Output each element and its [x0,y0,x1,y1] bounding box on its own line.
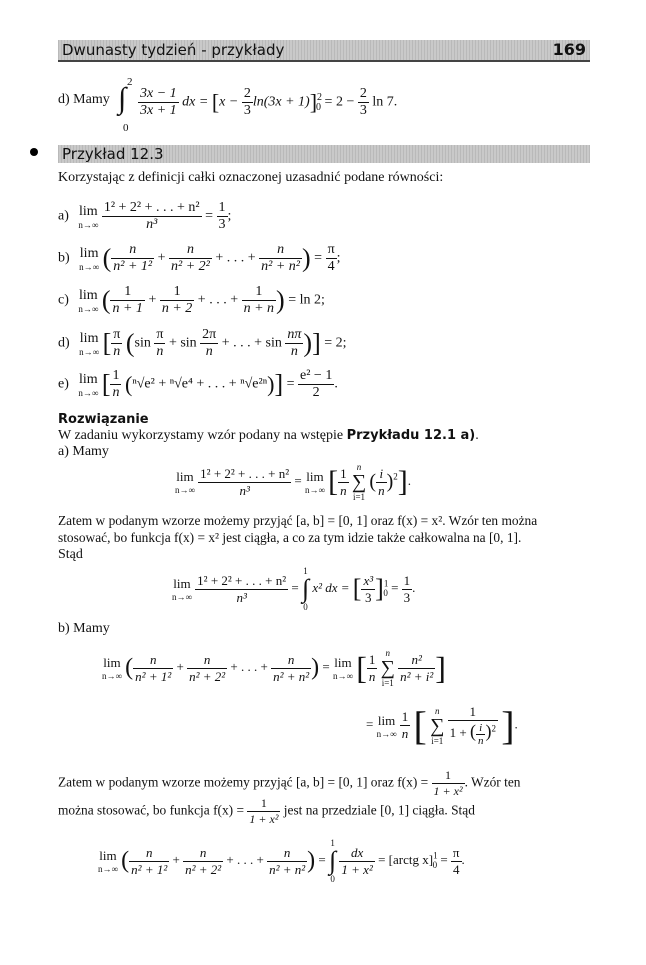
integral-sign-icon: ∫ [118,82,127,115]
a-text2: stosować, bo funkcja f(x) = x² jest ciągła, a co za tym idzie także całkowalna na [0, 1]. [58,530,522,545]
a-eq1: lim n→∞ $\frac{\text{1² + 2² + . . . + n²}}{\text{n³}}$ = lim n→∞ [ $\frac{1}{n}$ n ∑ i=1 ( $\frac{i}{n}$ )$^2$]. [175,462,411,502]
example-title: Przykład 12.3 [62,145,164,163]
int-lower: 0 [123,122,129,134]
solution-heading: Rozwiązanie [58,412,149,427]
a-mamy: a) Mamy [58,444,109,459]
chapter-title: Dwunasty tydzień - przykłady [62,41,285,59]
example-intro: Korzystając z definicji całki oznaczonej uzasadnić podane równości: [58,170,444,185]
b-text1: Zatem w podanym wzorze możemy przyjąć [a, b] = [0, 1] oraz f(x) = $\frac{1}{\text{1 + x²}}$ . Wzór ten [58,768,521,798]
b-final: lim n→∞ ( $\frac{n}{\text{n² + 1²}}$ + $\frac{n}{\text{n² + 2²}}$ + . . . + $\frac{n}{\text{n² + n²}}$ ) = 1 ∫ 0 $\frac{dx}{\text{1 + x²}}$ = [arctg x]$^1_0$ = $\frac{\pi}{4}$ . [98,838,465,884]
eq-e: e) lim n→∞ [ $\frac{1}{n}$ (ⁿ√e² + ⁿ√e⁴ + . . . + ⁿ√e²ⁿ)] = $\frac{\text{e² − 1}}{2}$ . [58,368,338,400]
a-eq2: lim n→∞ $\frac{\text{1² + 2² + . . . + n²}}{\text{n³}}$ = 1 ∫ 0 x² dx = [ $\frac{\text{x³}}{3}$ ]$^1_0$ = $\frac{1}{3}$ . [172,566,416,612]
page-number: 169 [552,40,586,59]
a-text1: Zatem w podanym wzorze możemy przyjąć [a, b] = [0, 1] oraz f(x) = x². Wzór ten można [58,513,538,528]
bullet-icon [30,148,38,156]
b-mamy: b) Mamy [58,621,110,636]
eq-c: c) lim n→∞ ( $\frac{1}{n + 1}$ + $\frac{1}{n + 2}$ + . . . + $\frac{1}{n + n}$ ) = ln 2; [58,284,325,316]
eq-b: b) lim n→∞ ( $\frac{n}{\text{n² + 1²}}$ + $\frac{n}{\text{n² + 2²}}$ + . . . + $\frac{n}{\text{n² + n²}}$ ) = $\frac{\pi}{4}$ ; [58,242,341,274]
int-upper: 2 [127,76,133,88]
eq-a: a) lim n→∞ $\frac{\text{1² + 2² + . . . + n²}}{\text{n³}}$ = $\frac{1}{3}$ ; [58,200,232,232]
page-header [58,40,590,62]
solution-intro: W zadaniu wykorzystamy wzór podany na wstępie Przykładu 12.1 a). [58,428,479,443]
b-text2: można stosować, bo funkcja f(x) = $\frac{1}{\text{1 + x²}}$ jest na przedziale [0, 1] ciągła. Stąd [58,796,475,826]
eq-d: d) lim n→∞ [ $\frac{\pi}{n}$ (sin $\frac{\pi}{n}$ + sin $\frac{2\pi}{n}$ + . . . + sin $\frac{n\pi}{n}$ )] = 2; [58,327,347,359]
integrand: $\frac{3x - 1}{3x + 1}$ dx = [x − $\frac{2}{3}$ ln(3x + 1)]$^2_0$ = 2 − $\frac{2}{3}$ ln 7. [140,86,398,118]
a-text3: Stąd [58,547,83,562]
example-bar [58,145,590,163]
part-d-label: d) Mamy [58,92,110,107]
b-eq1: lim n→∞ ( $\frac{n}{\text{n² + 1²}}$ + $\frac{n}{\text{n² + 2²}}$ + . . . + $\frac{n}{\text{n² + n²}}$ ) = lim n→∞ [ $\frac{1}{n}$ n ∑ i=1 $\frac{\text{n²}}{\text{n² + i²}}$ ] [102,648,446,688]
b-eq2: = lim n→∞ $\frac{1}{n}$ [ n ∑ i=1 1 1 + ( $\frac{i}{n}$ )$^2$ ]. [366,703,518,748]
